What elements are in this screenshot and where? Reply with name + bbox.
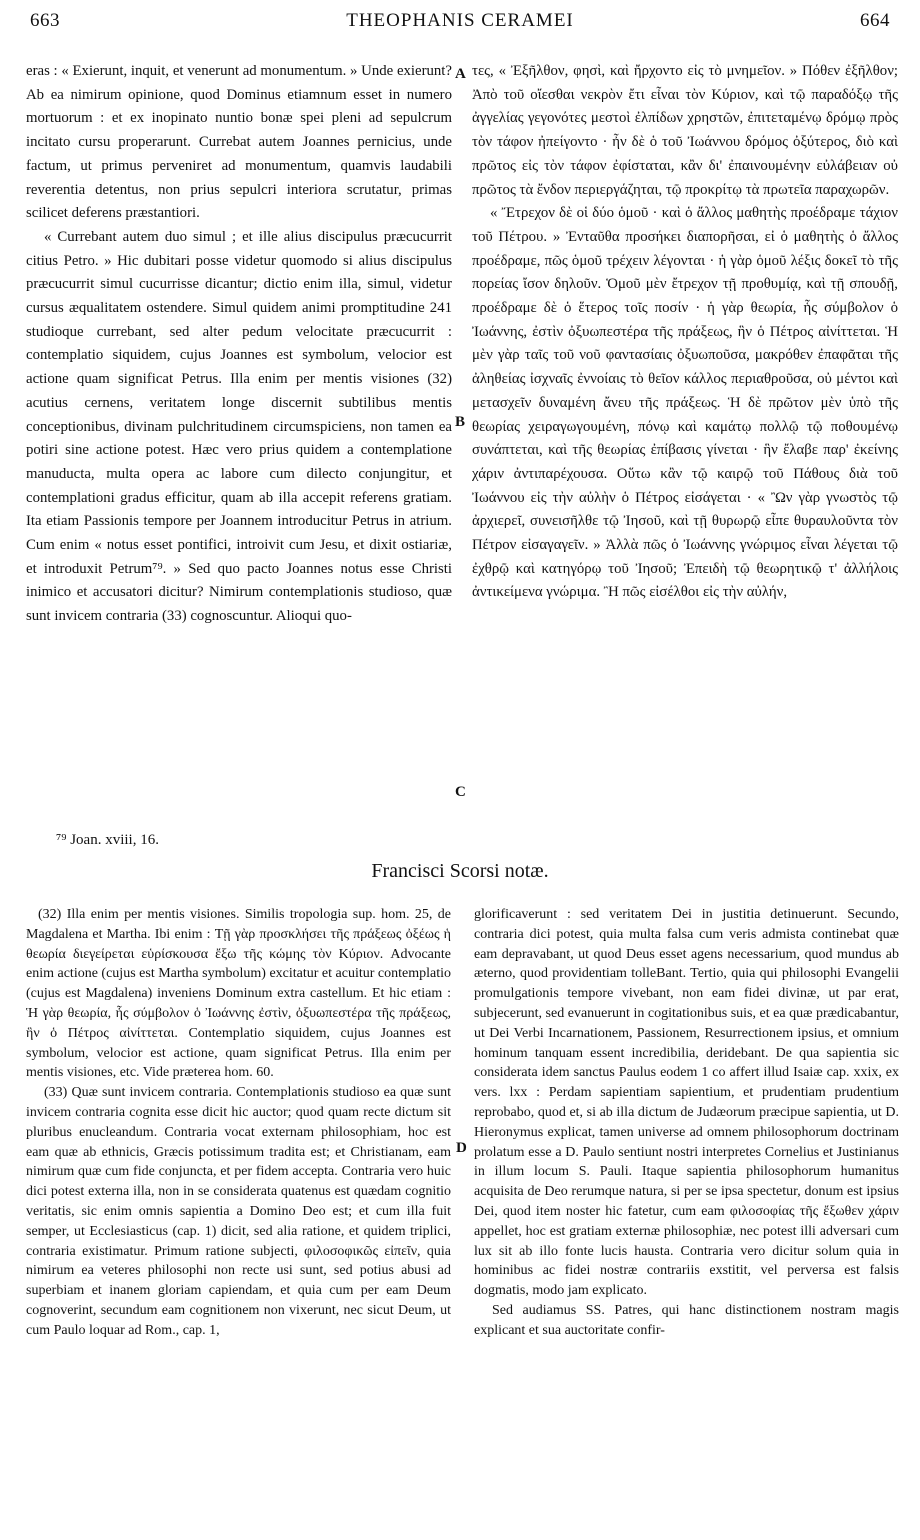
margin-letter-a: A [455, 66, 466, 82]
latin-paragraph: « Currebant autem duo simul ; et ille alius discipulus præcucurrit citius Petro. » Hic dubitari posse videtur quomodo si alius discipulus præcucurrit simul cucurrisse dicantur; dictio enim illa, simul, videtur cursus æqualitatem ostendere. Simul quidem animi promptitudine 241 studioque currebant, sed alter pedum velocitate præcucurrit : contemplatio siquidem, cujus Joannes est symbolum, velocior est actione quam significat Petrus. Illa enim per mentis visiones (32) acutius cernens, veritatem longe discernit subtilibus mentis conceptionibus, divinam pulchritudinem circumspiciens, non tamen ea potiri sine actione potest. Hæc vero prius quidem a contemplatione manuducta, multa opera ac labore cum dilecto conjungitur, et contemplationi gradus efficitur, quam ab illa accepit referens gratiam. Ita etiam Passionis tempore per Joannem introducitur Petrus in atrium. Cum enim « notus esset pontifici, introivit cum Jesu, et dixit ostiariæ, et introduxit Petrum⁷⁹. » Sed quo pacto Joannes notus esse Christi inimico et accusatori dicitur? Nimirum contemplationis studioso, quæ sunt invicem contraria (33) cognoscuntur. Alioqui quo- [26, 228, 452, 625]
margin-letter-c: C [455, 784, 466, 800]
notes-heading: Francisci Scorsi notæ. [371, 860, 549, 882]
page-number-left: 663 [30, 10, 60, 31]
greek-paragraph: τες, « Ἐξῆλθον, φησὶ, καὶ ἤρχοντο εἰς τὸ μνημεῖον. » Πόθεν ἐξῆλθον; Ἀπὸ τοῦ οἴεσθαι νεκρὸν ἔτι εἶναι τὸν Κύριον, καὶ τῷ παραδόξῳ τῆς ἀγγελίας γεγονότες μεστοὶ ἐλπίδων χρηστῶν, ἐπιτεταμένῳ δρόμῳ πρὸς τὸν τάφον ἠπείγοντο · ἦν δὲ ὁ τοῦ Ἰωάννου δρόμος ὀξύτερος, διὸ καὶ πρῶτος εἰς τὸν τάφον ἐφίσταται, κἂν δι' ἐπαινουμένην εὐλάβειαν οὐ πρῶτος τὰ ἔνδον περιεργάζηται, τῷ προκρίτῳ τὰ πρωτεῖα παραχωρῶν. [472, 63, 898, 198]
footnote: ⁷⁹ Joan. xviii, 16. [56, 832, 159, 848]
note-paragraph: (32) Illa enim per mentis visiones. Similis tropologia sup. hom. 25, de Magdalena et Martha. Ibi enim : Τῇ γὰρ προσκλήσει τῆς πράξεως ὀξέως ἡ θεωρία διεγείρεται εὑρίσκουσα ἔξω τῆς κώμης τὸν Κύριον. Advocante enim actione (cujus est Martha symbolum) excitatur et acuitur contemplatio (cujus est Magdalena) inveniens Dominum extra castellum. Et hic etiam : Ἡ γὰρ θεωρία, ἧς σύμβολον ὁ Ἰωάννης ἐστὶν, ὀξυωπεστέρα τῆς πράξεως, ἣν ὁ Πέτρος αἰνίττεται. Contemplatio siquidem, cujus Joannes est symbolum, velocior est actione, quam significat Petrus. Illa enim per mentis visiones, etc. Vide præterea hom. 60. [26, 907, 451, 1081]
page-number-right: 664 [860, 10, 890, 31]
note-paragraph: (33) Quæ sunt invicem contraria. Contemplationis studioso ea quæ sunt invicem contraria cognita esse dicit hic auctor; quod quam recte dictum sit pluribus enucleandum. Contraria vocat externam philosophiam, hoc est eam quæ ab ethnicis, Græcis potissimum tradita est; et Christianam, eam nimirum quæ cum fide conjuncta, et per fidem accepta. Contraria vero huic dici potest externa illa, non in se considerata quatenus est quædam cognitio veritatis, sic enim omnis sapientia a Domino Deo est; et cum illa fuit semper, ut Ecclesiasticus (cap. 1) dicit, sed alia ratione, et quidem triplici, contraria existimatur. Primum ratione subjecti, φιλοσοφικῶς εἰπεῖν, quia nimirum ea veteres philosophi non recte usi sunt, sed potius abusi ad superbiam et inanem gloriam capiendam, et quia cum per eam Deum cognoverint, secundum eam cognitionem non vixerunt, nec sicut Deum, ut cum Paulo loquar ad Rom., cap. 1, [26, 1085, 451, 1338]
notes-left-column [26, 905, 451, 1341]
note-paragraph: Sed audiamus SS. Patres, qui hanc distinctionem nostram magis explicant et sua auctoritate confir- [474, 1302, 899, 1338]
note-paragraph: glorificaverunt : sed veritatem Dei in justitia detinuerunt. Secundo, contraria dici potest, quia multa falsa cum veris admista continebat quæ eam depravabant, ut quod Deus esset agens necessarium, quod mundus ab æterno, quod providentiam tolleBant. Tertio, quia qui philosophi Evangelii promulgationis tempore vivebant, non eam fidei divinæ, ut par erat, subjecerunt, sed evanuerunt in cogitationibus suis, et ea quæ prædicabantur, ut Dei Verbi Incarnationem, Passionem, Resurrectionem ipsius, et omnium hominum tanquam essent incredibilia, deridebant. De qua sapientia sic considerata idem sanctus Paulus eodem 1 co affert illud Isaiæ cap. xxix, ex vers. lxx : Perdam sapientiam sapientium, et prudentiam prudentium reprobabo, quod et, si ab illa dictum de Judæorum præcipue sapientia, ut D. Hieronymus explicat, tamen universe ad omnem philosophorum doctrinam prolatum esse a D. Paulo sentiunt nostri interpretes Cornelius et Justinianus in illum locum S. Pauli. Itaque sapientia philosophorum humanitus acquisita de Deo rerumque natura, si per se ipsa spectetur, donum est ipsius Dei, quod item noster hic fatetur, cum eam φιλοσοφίας τῆς ἔξωθεν χάριν appellet, hoc est gratiam externæ philosophiæ, nec potest illi adversari cum lux sit ab illo fonte lucis hausta. Contraria vero dicitur solum quia in hominibus ac fidei nostræ contrariis exstitit, vel perversa est falsis dogmatis, modo jam explicato. [474, 907, 899, 1299]
notes-right-column [474, 905, 899, 1341]
latin-text-column [26, 60, 452, 629]
greek-text-column [472, 60, 898, 605]
margin-letter-b: B [455, 414, 466, 430]
page-header [30, 10, 890, 50]
latin-paragraph: eras : « Exierunt, inquit, et venerunt ad monumentum. » Unde exierunt? Ab ea nimirum opinione, quod Dominus etiamnum esset in numero mortuorum : et ex inopinato nuntio bonæ spei pleni ad sepulcrum incitato cursu properarunt. Currebat autem Joannes pernicius, unde factum, ut primus perveniret ad monumentum, quamvis laudabili reverentia detentus, non prius sepulcri interiora scrutatur, primas scilicet deferens præstantiori. [26, 63, 452, 222]
greek-paragraph: « Ἔτρεχον δὲ οἱ δύο ὁμοῦ · καὶ ὁ ἄλλος μαθητὴς προέδραμε τάχιον τοῦ Πέτρου. » Ἐνταῦθα προσήκει διαπορῆσαι, εἰ ὁ μαθητὴς ὁ ἄλλος προέδραμε, πῶς ὁμοῦ τρέχειν λέγονται · ἡ γὰρ ὁμοῦ λέξις δοκεῖ τὸ τῆς πορείας ἴσον δηλοῦν. Ὁμοῦ μὲν ἔτρεχον τῇ προθυμίᾳ, καὶ τῇ σπουδῇ, προέδραμε δὲ ὁ ἕτερος τοῖς ποσίν · ἡ γὰρ θεωρία, ἧς σύμβολον ὁ Ἰωάννης, ἐστὶν ὀξυωπεστέρα τῆς πράξεως, ἣν ὁ Πέτρος αἰνίττεται. Ἡ μὲν γὰρ ταῖς τοῦ νοῦ φαντασίαις ὀξυωποῦσα, μακρόθεν ἐπαφᾶται τῆς ἀληθείας ἰσχναῖς ἐννοίαις τὸ θεῖον κάλλος περιαθροῦσα, οὐ μέντοι καὶ μετασχεῖν δυναμένη ἄνευ τῆς πράξεως. Ἡ δὲ πρῶτον μὲν ὑπὸ τῆς θεωρίας χειραγωγουμένη, πόνῳ καὶ καμάτῳ πολλῷ τῷ ποθουμένῳ συνάπτεται, καὶ τῆς θεωρίας ἐπίβασις γίνεται · ἣν ἔλαβε παρ' ἐκείνης χάριν ἀντιπαρέχουσα. Οὕτω κἂν τῷ καιρῷ τοῦ Πάθους διὰ τοῦ Ἰωάννου εἰς τὴν αὐλὴν ὁ Πέτρος εἰσάγεται · « Ὢν γὰρ γνωστὸς τῷ ἀρχιερεῖ, συνεισῆλθε τῷ Ἰησοῦ, καὶ τῇ θυρωρῷ εἶπε θυραυλοῦντα τὸν Πέτρον εἰσαγαγεῖν. » Ἀλλὰ πῶς ὁ Ἰωάννης γνώριμος εἶναι λέγεται τῷ ἐχθρῷ καὶ κατηγόρῳ τοῦ Ἰησοῦ; Ἐπειδὴ τῷ θεωρητικῷ τ' ἀλλήλοις ἀντικείμενα γνώριμα. Ἢ πῶς εἰσέλθοι εἰς τὴν αὐλήν, [472, 205, 898, 601]
running-head: THEOPHANIS CERAMEI [346, 10, 574, 31]
margin-letter-d: D [456, 1140, 467, 1156]
